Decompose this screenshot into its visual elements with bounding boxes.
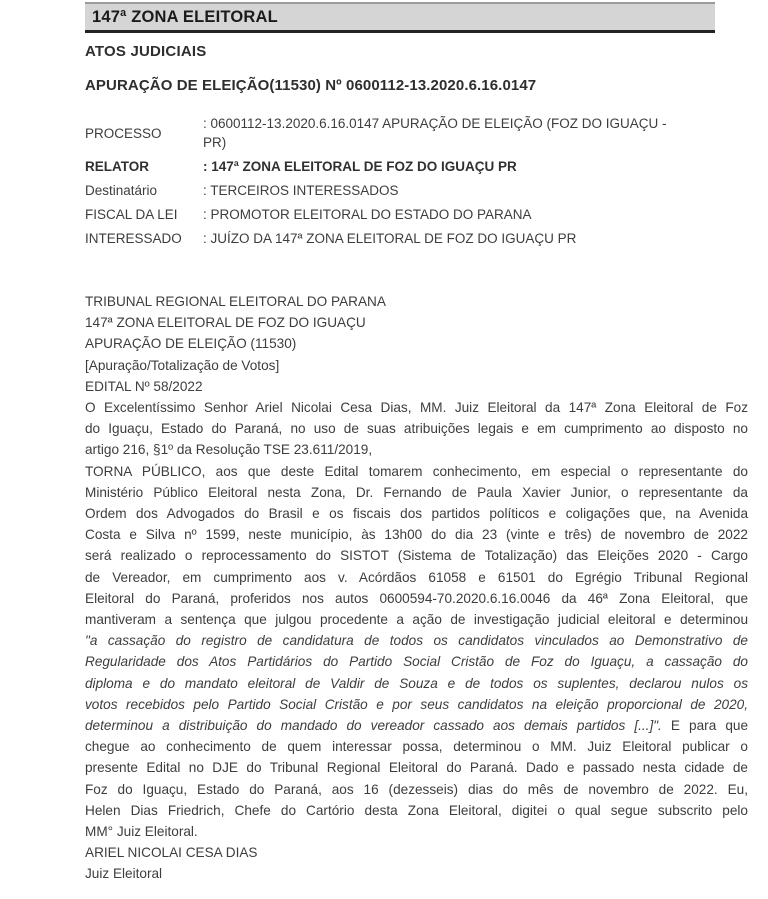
case-title: APURAÇÃO DE ELEIÇÃO(11530) Nº 0600112-13.2020.6.16.0147 [85,77,537,94]
quote-end-italic: determinou a distribuição do mandado do vereador cassado aos demais partidos [...]". [85,718,662,734]
quote-line: Regularidade dos Atos Partidários do Partido Social Cristão de Foz do Iguaçu, a cassação do [85,654,748,670]
body-line: de Vereador, em cumprimento aos v. Acórdãos 61058 e 61501 do Egrégio Tribunal Regional [85,569,748,585]
metadata-table [85,114,748,248]
document [85,2,748,885]
fiscal-da-lei-label: FISCAL DA LEI [85,207,178,222]
body-line: TORNA PÚBLICO, aos que deste Edital tomarem conhecimento, em especial o representante do [85,463,748,479]
fiscal-da-lei-value: : PROMOTOR ELEITORAL DO ESTADO DO PARANA [203,207,532,222]
zone-header-bar [85,2,715,33]
quote-line: votos recebidos pelo Partido Social Cristão e por seus candidatos na eleição proporcional de 2020, [85,696,748,712]
body-heading-line: EDITAL Nº 58/2022 [85,378,203,394]
relator-value: : 147ª ZONA ELEITORAL DE FOZ DO IGUAÇU PR [203,159,517,174]
body-line: será realizado o reprocessamento do SISTOT (Sistema de Totalização) das Eleições 2020 - Cargo [85,548,748,564]
body-line: Costa e Silva nº 1599, neste município, às 13h00 do dia 23 (vinte e três) de novembro de 2022 [85,527,748,543]
page [0,2,768,899]
body-heading-line: 147ª ZONA ELEITORAL DE FOZ DO IGUAÇU [85,315,366,331]
zone-title: 147ª ZONA ELEITORAL [92,8,278,26]
body-line: Ministério Público Eleitoral nesta Zona, Dr. Fernando de Paula Xavier Junior, o representante da [85,484,748,500]
quote-end-line [85,715,748,736]
processo-label: PROCESSO [85,125,162,141]
body-line: Helen Dias Friedrich, Chefe do Cartório desta Zona Eleitoral, digitei o qual segue subscrito pelo [85,802,748,818]
destinatario-value: : TERCEIROS INTERESSADOS [203,183,399,198]
body-heading-line: TRIBUNAL REGIONAL ELEITORAL DO PARANA [85,294,386,309]
processo-value [203,114,748,152]
processo-value-line1: : 0600112-13.2020.6.16.0147 APURAÇÃO DE ELEIÇÃO (FOZ DO IGUAÇU - [203,116,667,131]
body-line: Eleitoral do Paraná, proferidos nos autos 0600594-70.2020.6.16.0046 da 46ª Zona Eleitoral, que [85,590,748,606]
body-line: Ordem dos Advogados do Brasil e os fiscais dos partidos políticos e coligações que, na Avenida [85,506,748,522]
body-line: chegue ao conhecimento de quem interessar possa, determinou o MM. Juiz Eleitoral publicar o [85,739,748,755]
atos-judiciais-heading: ATOS JUDICIAIS [85,43,207,60]
body-line: presente Edital no DJE do Tribunal Regional Eleitoral do Paraná. Dado e passado nesta cidade de [85,760,748,776]
body-line: O Excelentíssimo Senhor Ariel Nicolai Cesa Dias, MM. Juiz Eleitoral da 147ª Zona Eleitoral de Foz [85,400,748,416]
body-line: MM° Juiz Eleitoral. [85,824,198,840]
body-line: mantiveram a sentença que julgou procedente a ação de investigação judicial eleitoral e determinou [85,612,748,628]
relator-label: RELATOR [85,159,149,174]
edital-body [85,291,748,885]
signature-name: ARIEL NICOLAI CESA DIAS [85,845,258,861]
body-line: artigo 216, §1º da Resolução TSE 23.611/2019, [85,442,373,458]
interessado-value: : JUÍZO DA 147ª ZONA ELEITORAL DE FOZ DO IGUAÇU PR [203,231,577,246]
body-heading-line: [Apuração/Totalização de Votos] [85,357,280,373]
body-line: Foz do Iguaçu, Estado do Paraná, aos 16 (dezesseis) dias do mês de novembro de 2022. Eu, [85,781,748,797]
quote-line: "a cassação do registro de candidatura de todos os candidatos vinculados ao Demonstrativo de [85,633,748,649]
body-heading-line: APURAÇÃO DE ELEIÇÃO (11530) [85,336,297,352]
quote-end-regular: E para que [670,718,749,734]
signature-role: Juiz Eleitoral [85,866,163,882]
quote-line: diploma e do mandato eleitoral de Valdir de Souza e de todos os suplentes, declarou nulos os [85,675,748,691]
interessado-label: INTERESSADO [85,231,182,246]
processo-value-line2: PR) [203,135,227,150]
destinatario-label: Destinatário [85,183,158,198]
body-line: do Iguaçu, Estado do Paraná, no uso de suas atribuições legais e em cumprimento ao disposto no [85,421,748,437]
